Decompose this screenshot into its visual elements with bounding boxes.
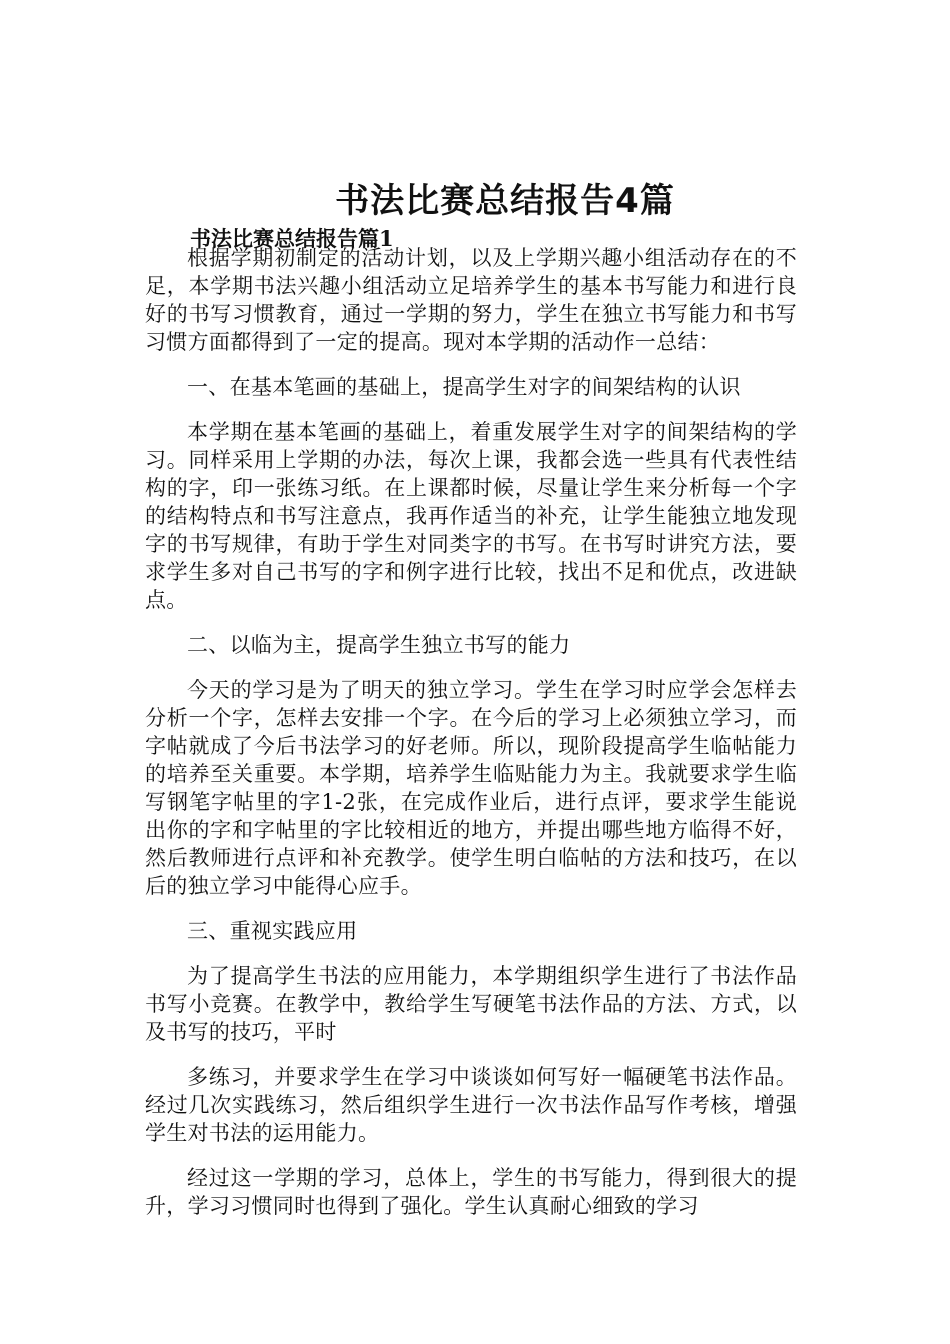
- paragraph-copying: 今天的学习是为了明天的独立学习。学生在学习时应学会怎样去分析一个字，怎样去安排一个字。在今后的学习上必须独立学习，而字帖就成了今后书法学习的好老师。所以，现阶段提高学生临帖能力的培养至关重要。本学期，培养学生临贴能力为主。我就要求学生临写钢笔字帖里的字1-2张，在完成作业后，进行点评，要求学生能说出你的字和字帖里的字比较相近的地方，并提出哪些地方临得不好，然后教师进行点评和补充教学。使学生明白临帖的方法和技巧，在以后的独立学习中能得心应手。: [145, 678, 797, 898]
- document-title: 书法比赛总结报告4篇: [335, 181, 675, 221]
- paragraph-conclusion: 经过这一学期的学习，总体上，学生的书写能力，得到很大的提升，学习习惯同时也得到了强化。学生认真耐心细致的学习: [145, 1166, 797, 1218]
- paragraph-intro: 根据学期初制定的活动计划，以及上学期兴趣小组活动存在的不足，本学期书法兴趣小组活动立足培养学生的基本书写能力和进行良好的书写习惯教育，通过一学期的努力，学生在独立书写能力和书写习惯方面都得到了一定的提高。现对本学期的活动作一总结：: [145, 246, 797, 354]
- paragraph-structure: 本学期在基本笔画的基础上，着重发展学生对字的间架结构的学习。同样采用上学期的办法，每次上课，我都会选一些具有代表性结构的字，印一张练习纸。在上课都时候，尽量让学生来分析每一个字的结构特点和书写注意点，我再作适当的补充，让学生能独立地发现字的书写规律，有助于学生对同类字的书写。在书写时讲究方法，要求学生多对自己书写的字和例字进行比较，找出不足和优点，改进缺点。: [145, 420, 797, 612]
- paragraph-heading-2: 二、以临为主，提高学生独立书写的能力: [187, 633, 571, 657]
- paragraph-heading-3: 三、重视实践应用: [187, 919, 358, 943]
- paragraph-heading-1: 一、在基本笔画的基础上，提高学生对字的间架结构的认识: [187, 375, 741, 399]
- paragraph-practice: 为了提高学生书法的应用能力，本学期组织学生进行了书法作品书写小竞赛。在教学中，教给学生写硬笔书法作品的方法、方式，以及书写的技巧，平时: [145, 964, 797, 1044]
- section-heading: 书法比赛总结报告篇1: [190, 226, 394, 251]
- paragraph-practice-cont: 多练习，并要求学生在学习中谈谈如何写好一幅硬笔书法作品。经过几次实践练习，然后组织学生进行一次书法作品写作考核，增强学生对书法的运用能力。: [145, 1065, 797, 1145]
- document-body: [145, 244, 797, 1220]
